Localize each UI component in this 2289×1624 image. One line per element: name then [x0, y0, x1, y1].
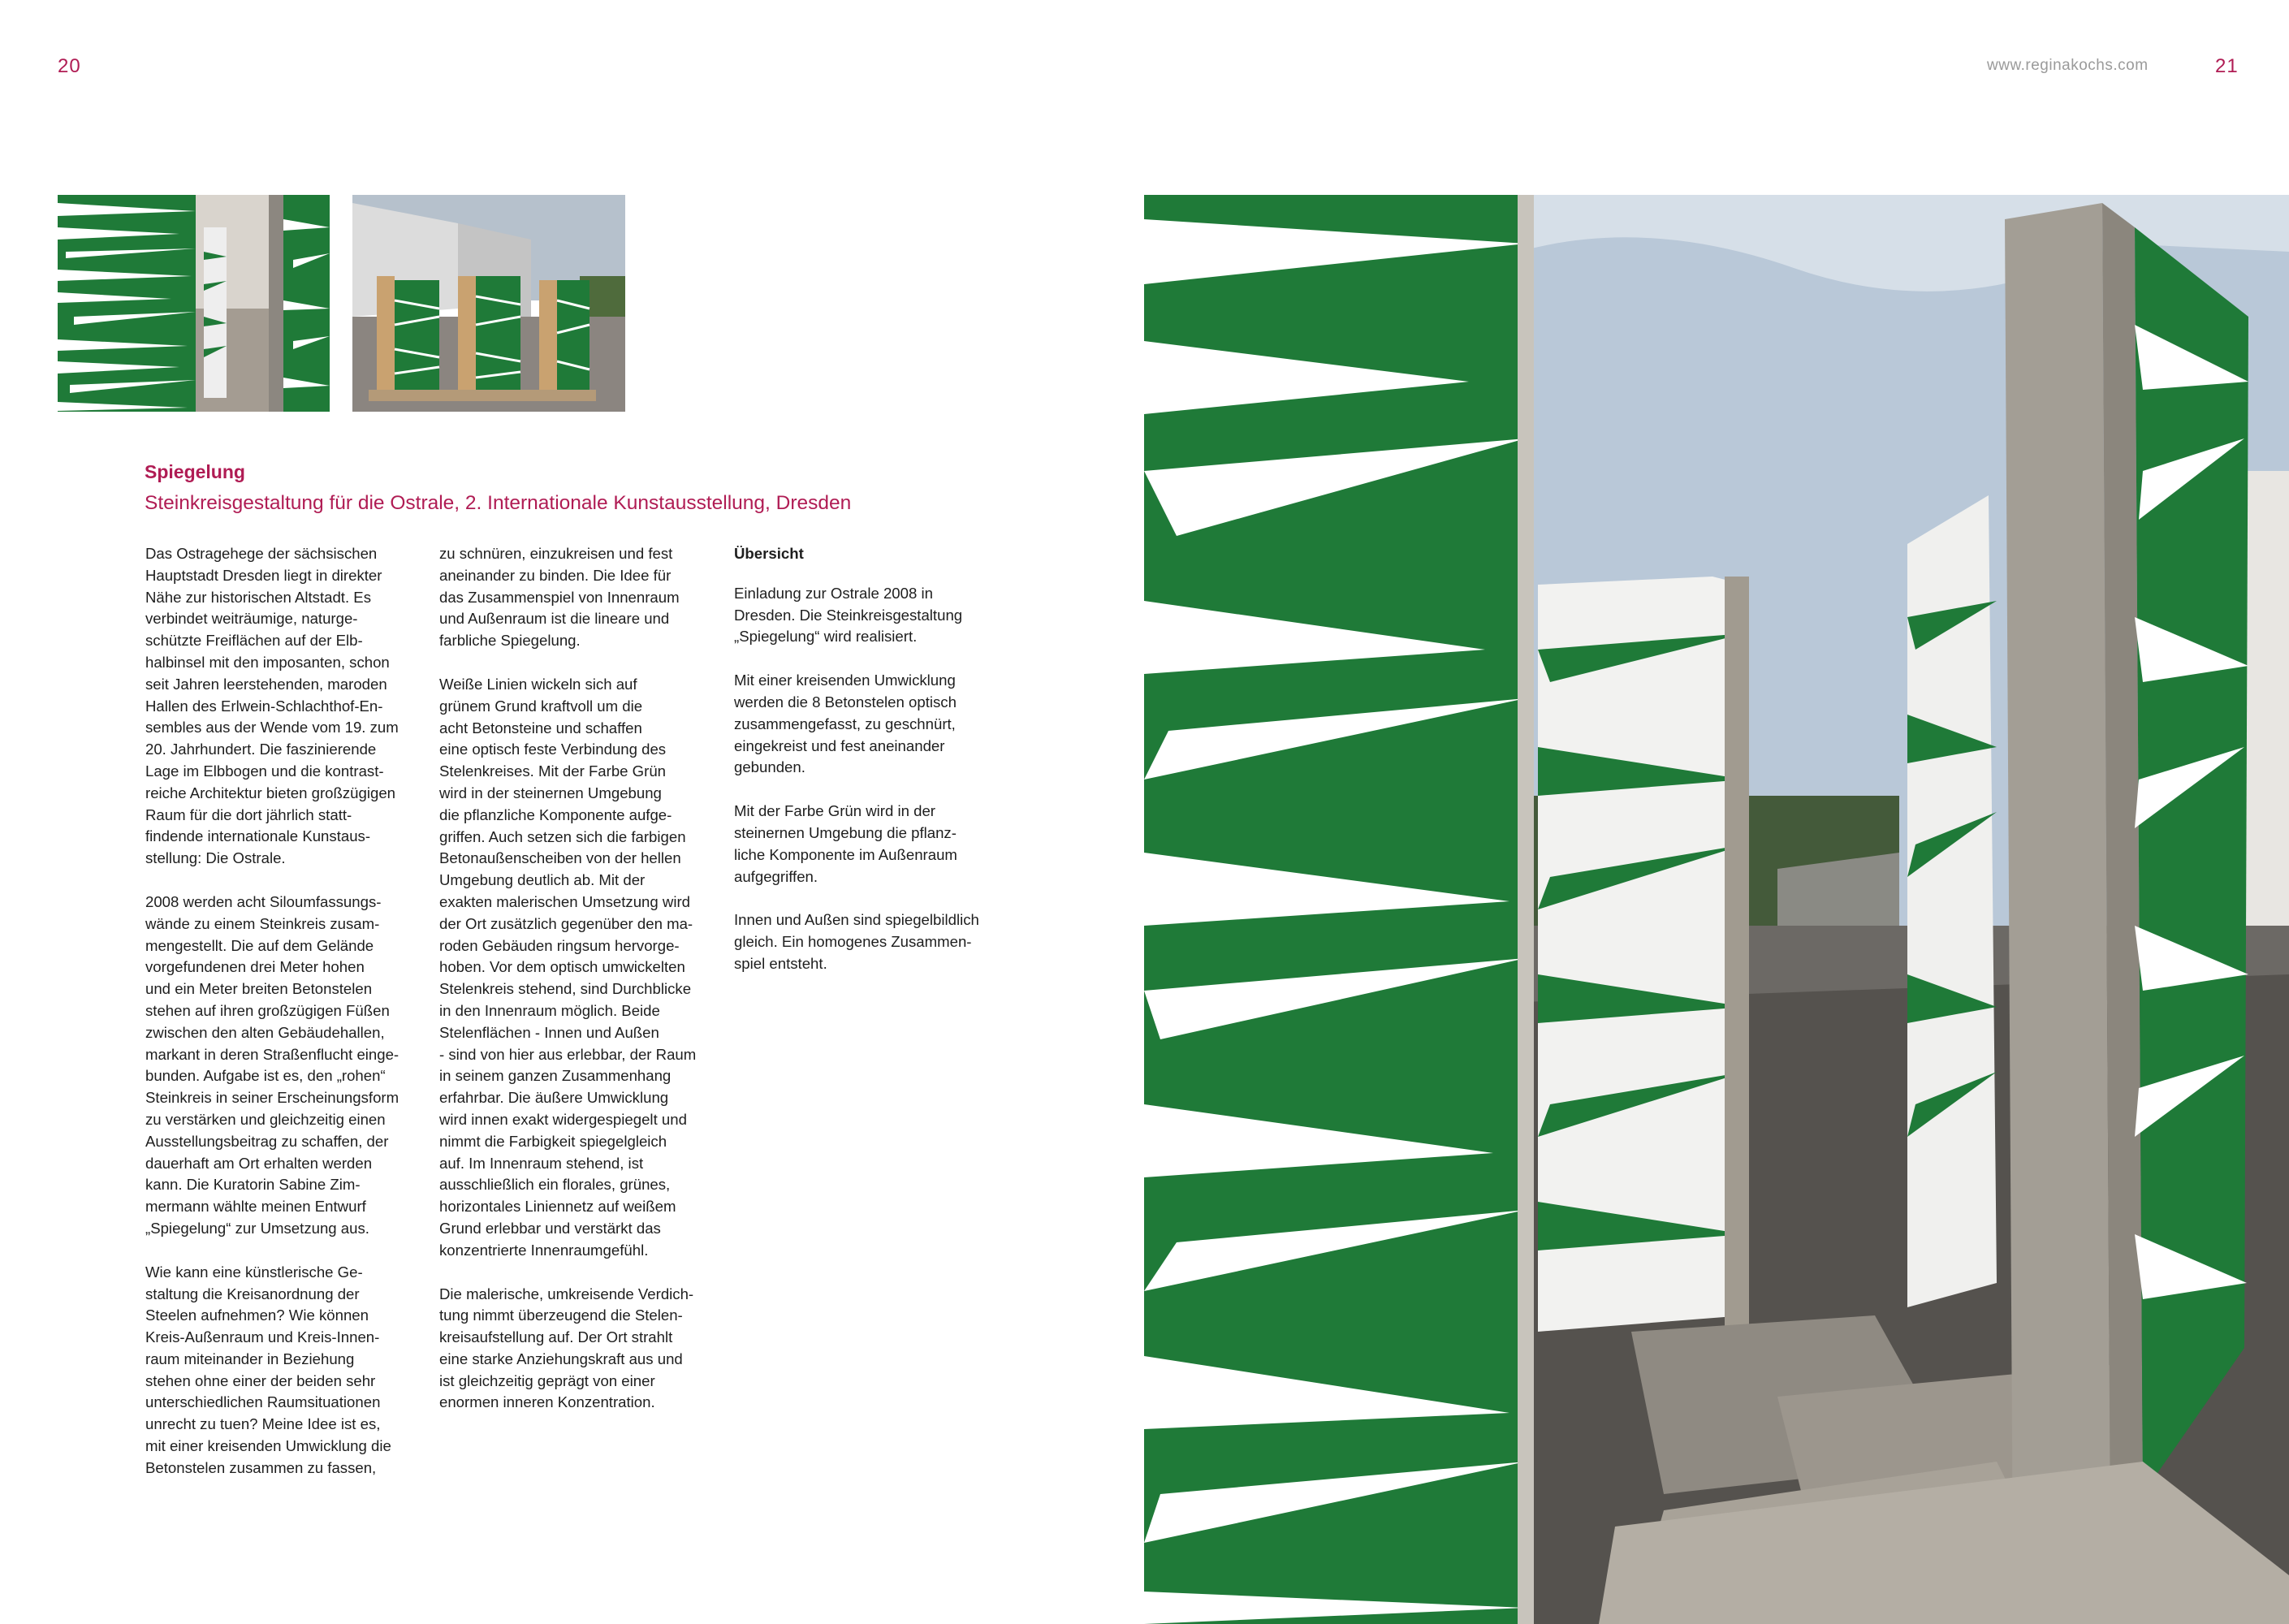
text-line: mermann wählte meinen Entwurf	[145, 1198, 366, 1216]
paragraph	[145, 543, 418, 870]
text-line: Stelenkreises. Mit der Farbe Grün	[439, 762, 667, 780]
text-line: Das Ostragehege der sächsischen	[145, 545, 378, 562]
text-line: die pflanzliche Komponente aufge-	[439, 806, 672, 823]
text-line: eine starke Anziehungskraft aus und	[439, 1350, 683, 1367]
text-line: tung nimmt überzeugend die Stelen-	[439, 1307, 683, 1324]
text-line: verbindet weiträumige, naturge-	[145, 610, 358, 628]
text-line: Betonstelen zusammen zu fassen,	[145, 1458, 377, 1476]
text-line: Steinkreis in seiner Erscheinungsform	[145, 1089, 399, 1107]
text-line: steinernen Umgebung die pflanz-	[734, 823, 957, 841]
text-line: seit Jahren leerstehenden, maroden	[145, 675, 387, 693]
text-line: reiche Architektur bieten großzügigen	[145, 784, 396, 801]
text-line: 20. Jahrhundert. Die faszinierende	[145, 741, 377, 758]
paragraph	[439, 1284, 715, 1415]
text-line: bunden. Aufgabe ist es, den „rohen“	[145, 1067, 386, 1085]
text-line: und Außenraum ist die lineare und	[439, 610, 670, 628]
text-line: hoben. Vor dem optisch umwickelten	[439, 958, 685, 976]
text-line: erfahrbar. Die äußere Umwicklung	[439, 1089, 669, 1107]
text-line: exakten malerischen Umsetzung wird	[439, 892, 690, 910]
text-line: das Zusammenspiel von Innenraum	[439, 588, 680, 606]
text-line: wände zu einem Steinkreis zusam-	[145, 914, 380, 932]
website-url[interactable]: www.reginakochs.com	[1987, 57, 2149, 74]
text-line: staltung die Kreisanordnung der	[145, 1285, 360, 1302]
text-line: Dresden. Die Steinkreisgestaltung	[734, 606, 963, 624]
text-line: ausschließlich ein florales, grünes,	[439, 1176, 671, 1194]
text-line: stehen auf ihren großzügigen Füßen	[145, 1001, 390, 1019]
text-line: Die malerische, umkreisende Verdich-	[439, 1285, 694, 1302]
text-line: wird in der steinernen Umgebung	[439, 784, 662, 801]
text-line: wird innen exakt widergespiegelt und	[439, 1110, 687, 1128]
text-line: nimmt die Farbigkeit spiegelgleich	[439, 1132, 667, 1150]
text-line: acht Betonsteine und schaffen	[439, 719, 642, 736]
text-line: Weiße Linien wickeln sich auf	[439, 675, 637, 693]
text-line: mengestellt. Die auf dem Gelände	[145, 936, 374, 954]
text-line: Steelen aufnehmen? Wie können	[145, 1307, 369, 1324]
article-title: Spiegelung	[145, 461, 245, 482]
paragraph	[439, 543, 715, 652]
text-line: Stelenflächen - Innen und Außen	[439, 1023, 659, 1041]
text-line: markant in deren Straßenflucht einge-	[145, 1045, 399, 1063]
text-line: griffen. Auch setzen sich die farbigen	[439, 827, 686, 845]
text-line: Betonaußenscheiben von der hellen	[439, 849, 681, 867]
text-line: auf. Im Innenraum stehend, ist	[439, 1154, 644, 1172]
text-line: aufgegriffen.	[734, 867, 818, 885]
text-column-3	[734, 543, 1010, 997]
text-line: in den Innenraum möglich. Beide	[439, 1001, 660, 1019]
text-line: konzentrierte Innenraumgefühl.	[439, 1241, 649, 1259]
text-line: „Spiegelung“ wird realisiert.	[734, 628, 918, 646]
text-line: Stelenkreis stehend, sind Durchblicke	[439, 980, 692, 998]
paragraph	[734, 801, 1010, 888]
text-line: der Ort zusätzlich gegenüber den ma-	[439, 914, 693, 932]
text-line: liche Komponente im Außenraum	[734, 845, 957, 863]
text-line: Innen und Außen sind spiegelbildlich	[734, 911, 979, 929]
text-line: stehen ohne einer der beiden sehr	[145, 1371, 376, 1389]
text-line: unterschiedlichen Raumsituationen	[145, 1393, 381, 1411]
text-line: Mit der Farbe Grün wird in der	[734, 802, 936, 820]
paragraph	[145, 1262, 418, 1479]
article-subtitle: Steinkreisgestaltung für die Ostrale, 2. Internationale Kunstausstellung, Dresden	[145, 492, 852, 514]
text-line: roden Gebäuden ringsum hervorge-	[439, 936, 680, 954]
text-line: - sind von hier aus erlebbar, der Raum	[439, 1045, 697, 1063]
text-line: grünem Grund kraftvoll um die	[439, 697, 643, 715]
text-line: raum miteinander in Beziehung	[145, 1350, 355, 1367]
text-line: und ein Meter breiten Betonstelen	[145, 980, 373, 998]
text-line: kreisaufstellung auf. Der Ort strahlt	[439, 1328, 673, 1346]
text-line: spiel entsteht.	[734, 954, 827, 972]
text-line: Umgebung deutlich ab. Mit der	[439, 871, 646, 889]
text-line: eingekreist und fest aneinander	[734, 736, 945, 754]
text-line: „Spiegelung“ zur Umsetzung aus.	[145, 1219, 369, 1237]
column-heading: Übersicht	[734, 545, 804, 562]
text-line: Hallen des Erlwein-Schlachthof-En-	[145, 697, 383, 715]
text-line: unrecht zu tuen? Meine Idee ist es,	[145, 1415, 381, 1433]
page-number-left: 20	[58, 55, 81, 77]
text-line: gleich. Ein homogenes Zusammen-	[734, 933, 972, 951]
text-line: vorgefundenen drei Meter hohen	[145, 958, 365, 976]
text-line: in seinem ganzen Zusammenhang	[439, 1067, 672, 1085]
text-column-1	[145, 543, 418, 1501]
text-line: farbliche Spiegelung.	[439, 632, 581, 650]
text-line: zu schnüren, einzukreisen und fest	[439, 545, 673, 562]
text-line: Raum für die dort jährlich statt-	[145, 806, 352, 823]
text-line: enormen inneren Konzentration.	[439, 1393, 655, 1411]
page-number-right: 21	[2215, 55, 2239, 77]
paragraph	[734, 909, 1010, 974]
text-line: ist gleichzeitig geprägt von einer	[439, 1371, 655, 1389]
text-line: mit einer kreisenden Umwicklung die	[145, 1437, 391, 1455]
text-line: kann. Die Kuratorin Sabine Zim-	[145, 1176, 361, 1194]
artwork-detail-thumbnail	[58, 195, 330, 412]
text-line: halbinsel mit den imposanten, schon	[145, 653, 390, 671]
text-line: horizontales Liniennetz auf weißem	[439, 1198, 676, 1216]
text-line: Kreis-Außenraum und Kreis-Innen-	[145, 1328, 380, 1346]
text-line: gebunden.	[734, 758, 805, 776]
text-line: stellung: Die Ostrale.	[145, 849, 286, 867]
text-line: findende internationale Kunstaus-	[145, 827, 371, 845]
paragraph	[439, 674, 715, 1262]
text-line: sembles aus der Wende vom 19. zum	[145, 719, 399, 736]
main-installation-photo	[1144, 195, 2289, 1624]
text-column-2	[439, 543, 715, 1436]
text-line: schützte Freiflächen auf der Elb-	[145, 632, 363, 650]
text-line: Mit einer kreisenden Umwicklung	[734, 672, 956, 689]
text-line: Grund erlebbar und verstärkt das	[439, 1219, 661, 1237]
stelen-circle-thumbnail	[352, 195, 625, 412]
text-line: Lage im Elbbogen und die kontrast-	[145, 762, 384, 780]
text-line: Nähe zur historischen Altstadt. Es	[145, 588, 372, 606]
text-line: 2008 werden acht Siloumfassungs-	[145, 892, 382, 910]
text-line: Einladung zur Ostrale 2008 in	[734, 584, 933, 602]
text-line: eine optisch feste Verbindung des	[439, 741, 667, 758]
text-line: zusammengefasst, zu geschnürt,	[734, 715, 956, 732]
text-line: Wie kann eine künstlerische Ge-	[145, 1263, 363, 1281]
paragraph	[734, 670, 1010, 779]
paragraph	[145, 892, 418, 1240]
text-line: zwischen den alten Gebäudehallen,	[145, 1023, 385, 1041]
text-line: Hauptstadt Dresden liegt in direkter	[145, 566, 382, 584]
text-line: zu verstärken und gleichzeitig einen	[145, 1110, 386, 1128]
paragraph	[734, 583, 1010, 648]
text-line: Ausstellungsbeitrag zu schaffen, der	[145, 1132, 389, 1150]
text-line: dauerhaft am Ort erhalten werden	[145, 1154, 373, 1172]
text-line: werden die 8 Betonstelen optisch	[734, 693, 957, 710]
text-line: aneinander zu binden. Die Idee für	[439, 566, 672, 584]
